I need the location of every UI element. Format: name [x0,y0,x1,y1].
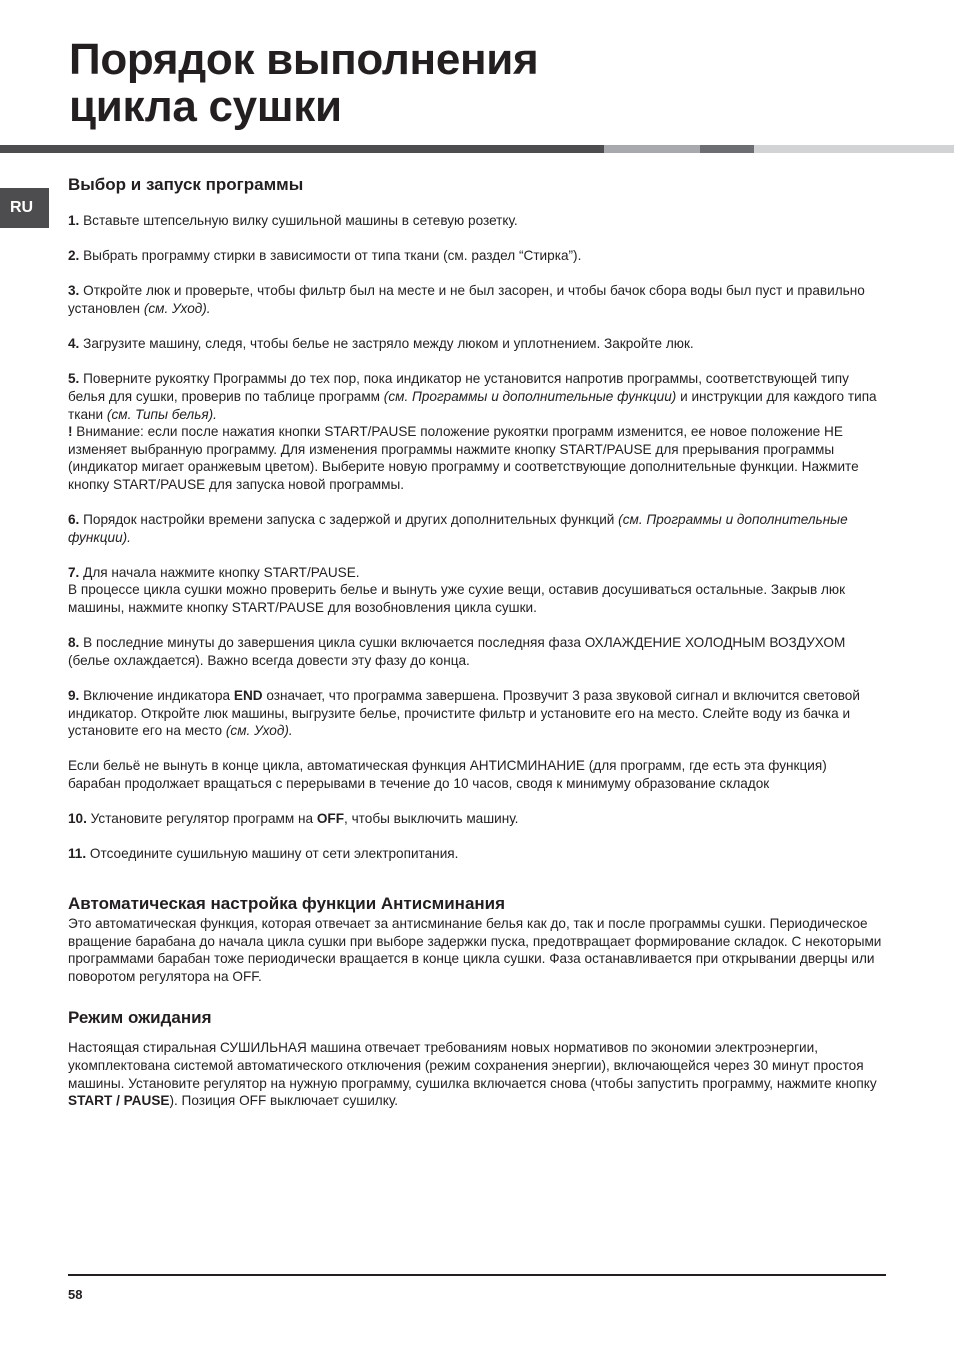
off-label: OFF [316,811,345,827]
step-reference: (см. Программы и дополнительные функции) [383,388,677,404]
step-number: 9. [68,688,80,704]
step-text: Откройте люк и проверьте, чтобы фильтр был на месте и не был засорен, и чтобы бачок сбора воды был пуст и правильно установлен [68,283,865,316]
page-title-line-1: Порядок выполнения [69,35,539,84]
step-1 [68,212,883,230]
language-tab: RU [0,188,49,228]
step-number: 1. [68,213,80,228]
section-heading-standby: Режим ожидания [68,1008,212,1028]
step-text: означает, что программа завершена. Прозвучит 3 раза звуковой сигнал и включится световой индикатор. Откройте люк машины, выгрузите белье, прочистите фильтр и установите его на место. Слейте воду из бачка и установите его на место [68,688,860,739]
step-number: 4. [68,336,80,352]
step-3 [68,282,883,317]
standby-text: Настоящая стиральная СУШИЛЬНАЯ машина отвечает требованиям новых нормативов по экономии электроэнергии, укомплектована системой автоматического отключения (режим сохранения энергии), включающейся через 30 минут простоя машины. Установите регулятор на нужную программу, сушилка включается снова (чтобы запустить программу, нажмите кнопку [68,1040,877,1091]
step-reference: (см. Уход). [225,723,293,739]
warning-note [68,423,883,493]
step-8 [68,634,883,669]
step-text: Поверните рукоятку Программы до тех пор, пока индикатор не установится напротив программы, соответствующей типу белья для сушки, проверив по таблице программ [68,371,849,404]
step-text: и инструкции для каждого типа ткани [68,388,877,422]
warning-mark: ! [68,424,73,440]
end-indicator-label: END [233,688,263,704]
step-7-main [68,564,883,582]
step-text: Установите регулятор программ на [86,811,317,827]
step-10 [68,810,883,828]
step-7 [68,564,883,617]
step-2 [68,247,883,265]
step-reference: (см. Типы белья). [106,406,217,422]
page-number: 58 [68,1287,83,1302]
step-text: Порядок настройки времени запуска с задержой и других дополнительных функций [79,512,619,528]
step-5 [68,370,883,493]
step-number: 8. [68,635,80,651]
page-title [69,36,538,130]
step-6 [68,511,883,546]
step-text: Включение индикатора [79,688,234,704]
step-text: Вставьте штепсельную вилку сушильной машины в сетевую розетку. [79,213,518,228]
step-text: Выбрать программу стирки в зависимости от типа ткани (см. раздел “Стирка”). [79,248,582,264]
page-title-line-2: цикла сушки [69,82,342,131]
step-number: 2. [68,248,80,264]
step-reference: (см. Уход). [143,300,211,316]
step-text: Загрузите машину, следя, чтобы белье не застряло между люком и уплотнением. Закройте люк. [79,336,694,352]
header-divider-mid [700,145,754,153]
step-5-main [68,370,883,423]
step-number: 3. [68,283,80,299]
step-text: Для начала нажмите кнопку START/PAUSE. [79,564,360,580]
main-content [68,174,883,1110]
warning-text: Внимание: если после нажатия кнопки START/PAUSE положение рукоятки программ изменится, ее новое положение НЕ изменяет выбранную программу. Для изменения программы нажмите кнопку START/PAUSE для прерывания программы (индикатор мигает оранжевым цветом). Выберите новую программу и соответствующие дополнительные функции. Нажмите кнопку START/PAUSE для запуска новой программы. [68,424,859,492]
header-divider-light [604,145,700,153]
section-heading-anti-crease: Автоматическая настройка функции Антисминания [68,893,506,913]
standby-body [68,1039,883,1109]
start-pause-label: START / PAUSE [68,1093,170,1109]
footer-rule [68,1274,886,1276]
standby-text: ). Позиция OFF выключает сушилку. [169,1093,399,1109]
step-number: 11. [68,846,87,862]
step-reference: (см. Программы и дополнительные функции). [68,512,848,545]
step-11 [68,845,883,863]
step-4 [68,335,883,353]
step-number: 10. [68,811,87,827]
step-number: 6. [68,512,80,528]
anti-crease-body: Это автоматическая функция, которая отвечает за антисминание белья как до, так и после программы сушки. Периодическое вращение барабана до начала цикла сушки при выборе задержки пуска, предотвращает формирование складок. С некоторыми программами барабан тоже периодически вращается в конце цикла сушки. Фаза останавливается при открывании дверцы или поворотом регулятора на OFF. [68,915,882,984]
header-divider-pale [754,145,954,153]
section-heading-program-selection: Выбор и запуск программы [68,175,304,194]
step-7-detail: В процессе цикла сушки можно проверить белье и вынуть уже сухие вещи, оставив досушиваться остальные. Закрыв люк машины, нажмите кнопку START/PAUSE для возобновления цикла сушки. [68,582,846,616]
anti-crease-note: Если бельё не вынуть в конце цикла, автоматическая функция АНТИСМИНАНИЕ (для программ, где есть эта функция) барабан продолжает вращаться с перерывами в течение до 10 часов, сводя к минимуму образование складок [68,758,827,791]
step-text: , чтобы выключить машину. [344,811,519,827]
step-text: В последние минуты до завершения цикла сушки включается последняя фаза ОХЛАЖДЕНИЕ ХОЛОДНЫМ ВОЗДУХОМ (белье охлаждается). Важно всегда довести эту фазу до конца. [68,635,846,668]
step-9 [68,687,883,740]
step-number: 5. [68,371,80,387]
header-divider-dark [0,145,604,153]
step-number: 7. [68,564,80,580]
step-text: Отсоедините сушильную машину от сети электропитания. [86,846,459,862]
